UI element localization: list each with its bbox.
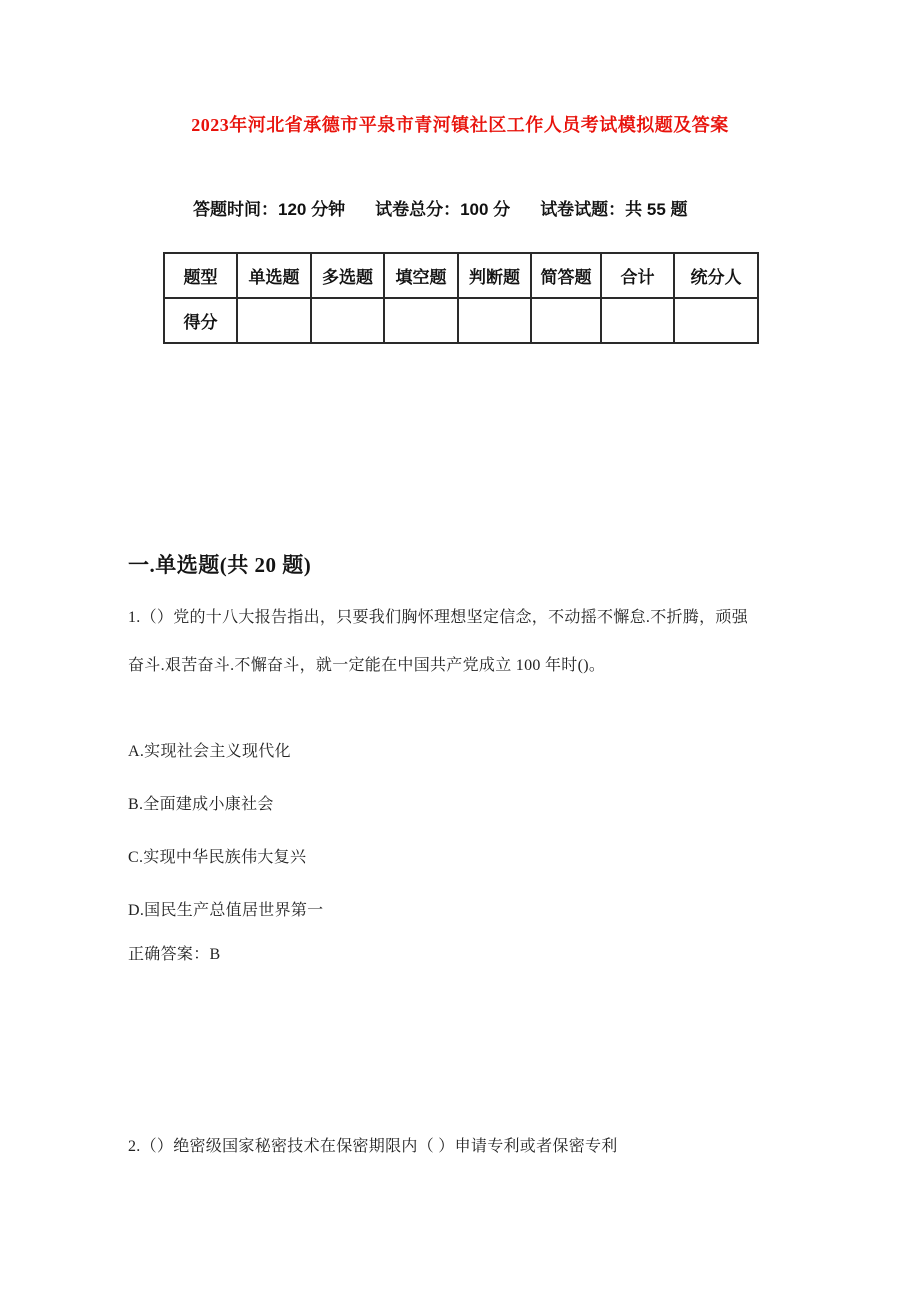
score-cell-total — [601, 298, 674, 343]
exam-duration: 答题时间：120 分钟 — [193, 200, 346, 219]
question-1-correct-answer: 正确答案：B — [128, 946, 221, 963]
table-header-fill-blank: 填空题 — [384, 253, 458, 298]
table-header-score-counter: 统分人 — [674, 253, 758, 298]
question-1-text-line-1: 1.（）党的十八大报告指出，只要我们胸怀理想坚定信念，不动摇不懈怠.不折腾，顽强 — [128, 609, 749, 626]
table-header-multi-choice: 多选题 — [311, 253, 384, 298]
score-row-label: 得分 — [164, 298, 237, 343]
score-cell-short-answer — [531, 298, 601, 343]
score-cell-score-counter — [674, 298, 758, 343]
table-header-short-answer: 简答题 — [531, 253, 601, 298]
question-1-option-b: B.全面建成小康社会 — [128, 796, 274, 813]
page-title: 2023年河北省承德市平泉市青河镇社区工作人员考试模拟题及答案 — [191, 115, 729, 135]
score-table-score-row — [164, 298, 758, 343]
score-cell-single-choice — [237, 298, 311, 343]
question-1-option-a: A.实现社会主义现代化 — [128, 743, 291, 760]
exam-question-count: 试卷试题：共 55 题 — [540, 200, 688, 219]
question-1-text-line-2: 奋斗.艰苦奋斗.不懈奋斗，就一定能在中国共产党成立 100 年时()。 — [128, 657, 606, 674]
question-1-option-c: C.实现中华民族伟大复兴 — [128, 849, 307, 866]
question-1-option-d: D.国民生产总值居世界第一 — [128, 902, 324, 919]
table-header-total: 合计 — [601, 253, 674, 298]
score-cell-multi-choice — [311, 298, 384, 343]
table-header-single-choice: 单选题 — [237, 253, 311, 298]
question-2-text-line-1: 2.（）绝密级国家秘密技术在保密期限内（ ）申请专利或者保密专利 — [128, 1138, 618, 1155]
table-header-question-type: 题型 — [164, 253, 237, 298]
table-header-true-false: 判断题 — [458, 253, 531, 298]
score-cell-true-false — [458, 298, 531, 343]
score-cell-fill-blank — [384, 298, 458, 343]
exam-info-bar — [193, 195, 688, 220]
section-heading-single-choice: 一.单选题(共 20 题) — [128, 553, 312, 577]
exam-total-score: 试卷总分：100 分 — [375, 200, 511, 219]
score-table — [163, 252, 759, 344]
score-table-header-row — [164, 253, 758, 298]
